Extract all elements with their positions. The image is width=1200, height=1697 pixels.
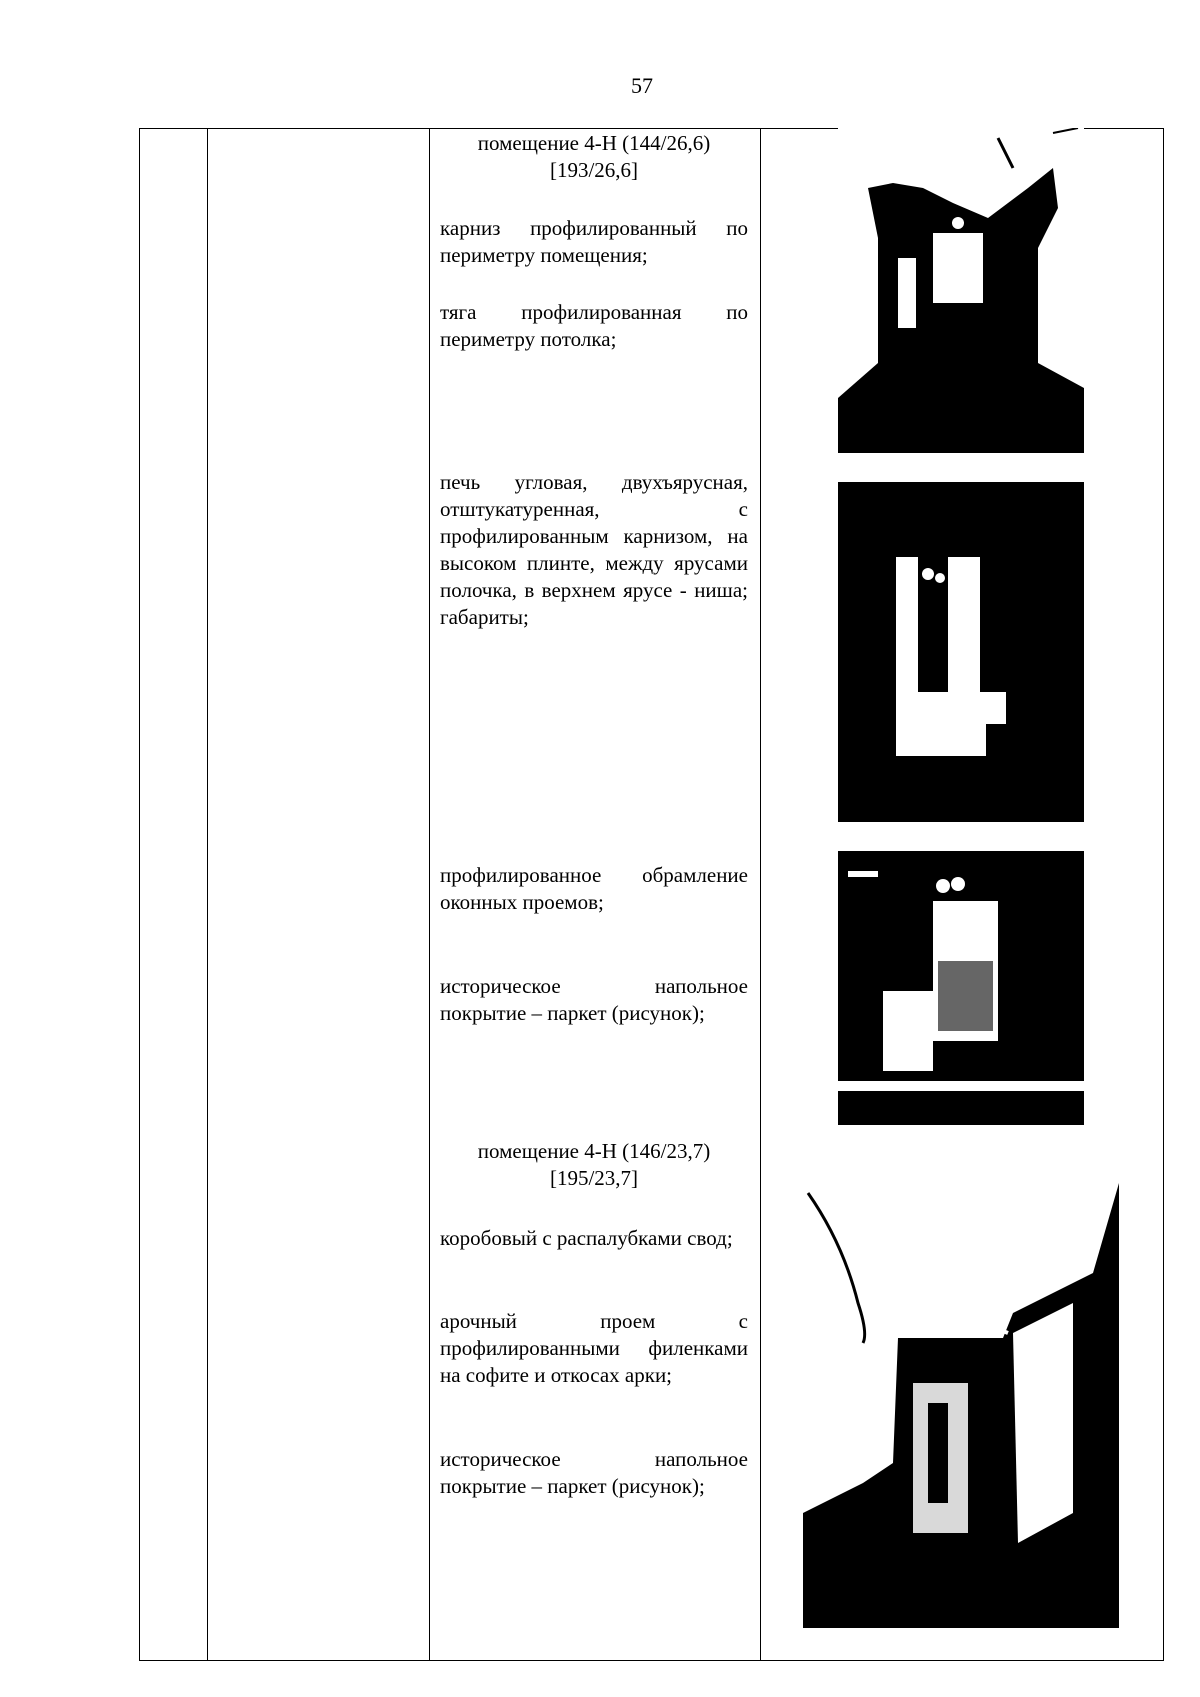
item-window-framing: профилированное обрамление оконных проемов; — [440, 863, 748, 914]
column-divider-1 — [207, 129, 208, 1660]
item-cornice: карниз профилированный по периметру помещения; — [440, 216, 748, 267]
item-arched-opening: арочный проем с профилированными филенками на софите и откосах арки; — [440, 1309, 748, 1387]
item-parquet-floor-1: историческое напольное покрытие – паркет (рисунок); — [440, 974, 748, 1025]
room-heading-1 — [440, 130, 748, 184]
item-corner-stove: печь угловая, двухъярусная, отштукатуренная, с профилированным карнизом, на высоком плинте, между ярусами полочка, в верхнем ярусе - ниша; габариты; — [440, 470, 748, 629]
room-heading-1-line-1: помещение 4-Н (144/26,6) — [477, 131, 711, 155]
room-heading-2-line-2: [195/23,7] — [549, 1166, 639, 1190]
photo-room-ceiling-cornice — [838, 128, 1084, 453]
photo-corner-stove — [838, 482, 1084, 822]
item-vault: коробовый с распалубками свод; — [440, 1226, 733, 1250]
item-ceiling-molding: тяга профилированная по периметру потолка; — [440, 300, 748, 351]
item-parquet-floor-2: историческое напольное покрытие – паркет (рисунок); — [440, 1447, 748, 1498]
column-divider-3 — [760, 129, 761, 1660]
room-heading-1-line-2: [193/26,6] — [549, 158, 639, 182]
room-heading-2 — [440, 1138, 748, 1192]
column-divider-2 — [429, 129, 430, 1660]
room-heading-2-line-1: помещение 4-Н (146/23,7) — [477, 1139, 711, 1163]
page-number: 57 — [631, 73, 653, 98]
photo-window-frame — [838, 851, 1084, 1125]
photo-vaulted-corridor — [803, 1183, 1119, 1628]
